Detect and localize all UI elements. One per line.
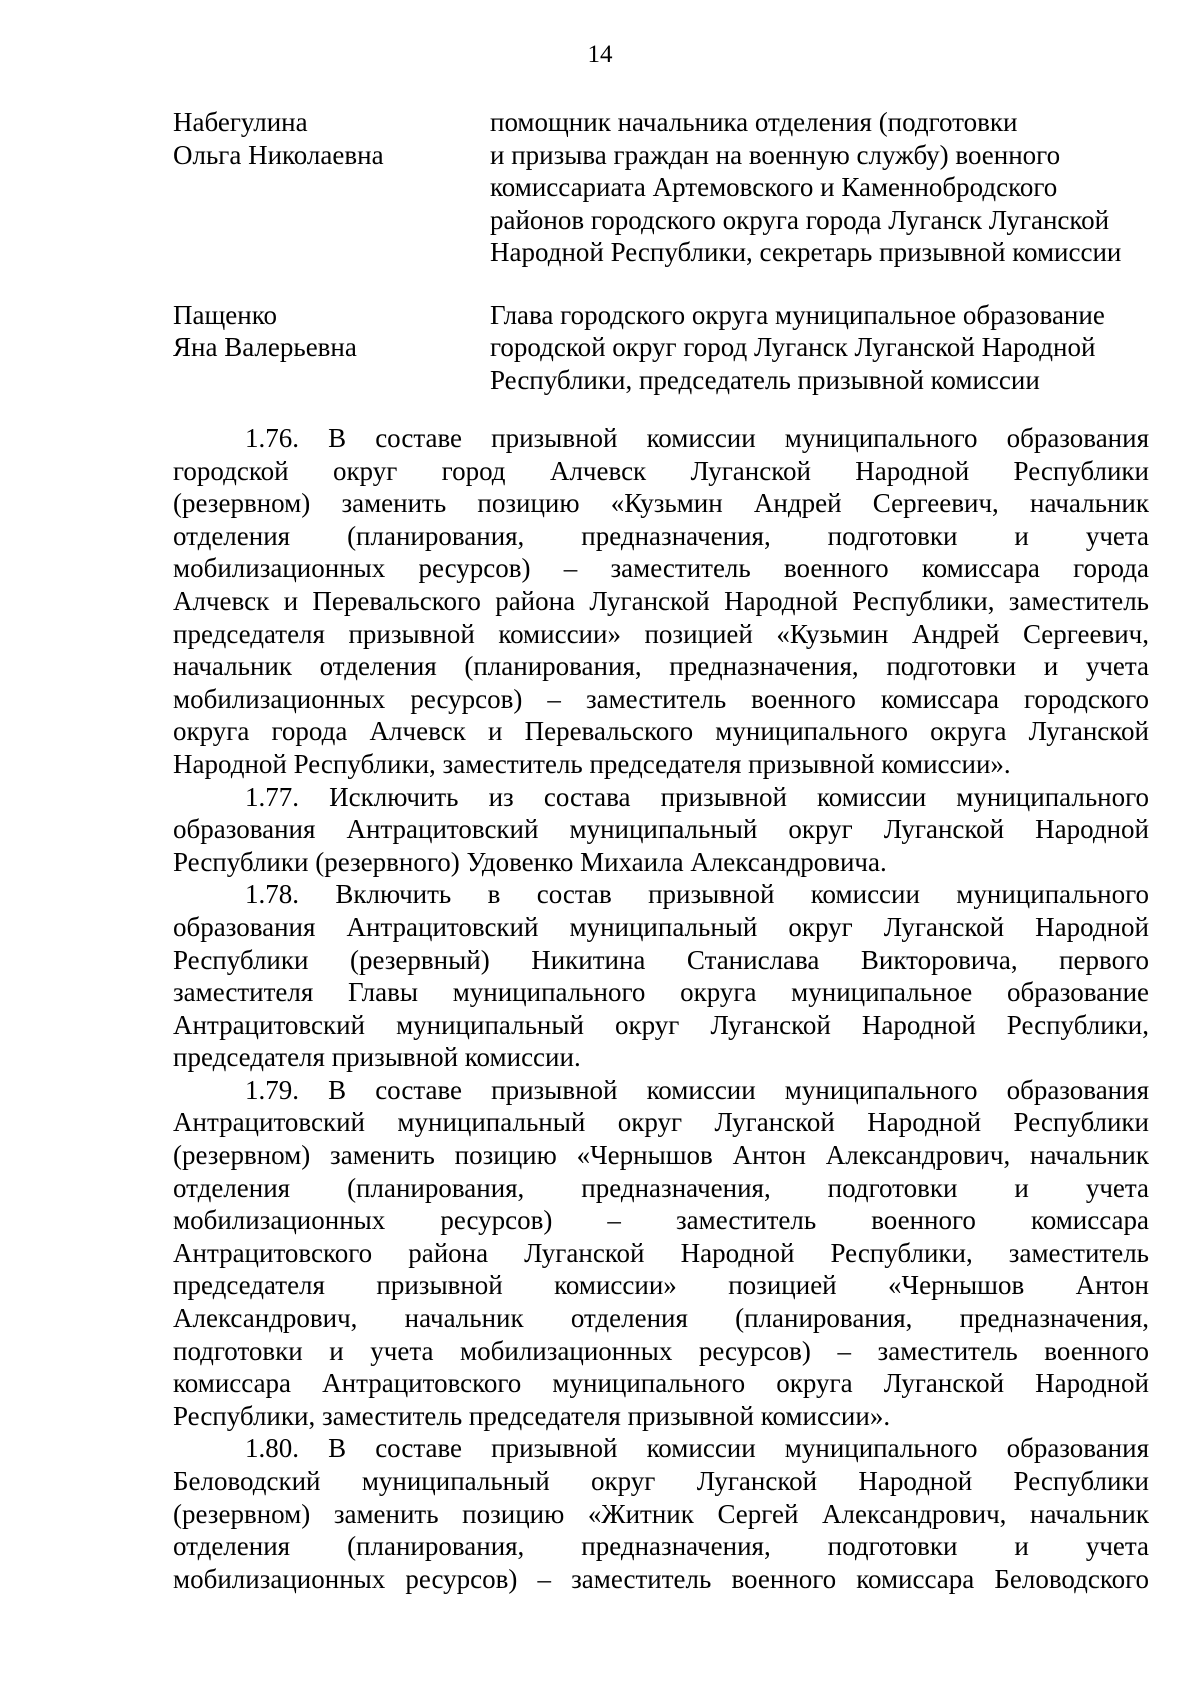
text-line: образования Антрацитовский муниципальный округ Луганской Народной [173, 911, 1149, 942]
text-line: Александрович, начальник отделения (планирования, предназначения, [173, 1303, 1149, 1334]
text-line: 1.80. В составе призывной комиссии муниципального образования [245, 1433, 1149, 1464]
text-line: председателя призывной комиссии» позицией «Чернышов Антон [173, 1270, 1149, 1301]
member-role-line: комиссариата Артемовского и Каменнобродского [490, 172, 1058, 202]
text-line: Беловодский муниципальный округ Луганской Народной Республики [173, 1466, 1149, 1496]
commission-members-list [173, 106, 1165, 396]
text-line: 1.78. Включить в состав призывной комиссии муниципального [245, 879, 1149, 910]
text-line: Народной Республики, заместитель председателя призывной комиссии». [173, 748, 1011, 779]
text-line: мобилизационных ресурсов) – заместитель военного комиссара города [173, 553, 1149, 584]
text-line: отделения (планирования, предназначения, подготовки и учета [173, 1531, 1149, 1562]
text-line: председателя призывной комиссии. [173, 1042, 581, 1073]
text-line: 1.76. В составе призывной комиссии муниципального образования [245, 423, 1149, 453]
member-role-line: Народной Республики, секретарь призывной комиссии [490, 237, 1122, 267]
text-line: Республики (резервного) Удовенко Михаила Александровича. [173, 846, 887, 877]
text-line: 1.79. В составе призывной комиссии муниципального образования [245, 1074, 1149, 1105]
text-line: Антрацитовский муниципальный округ Луганской Народной Республики, [173, 1009, 1149, 1040]
member-role-line: помощник начальника отделения (подготовки [490, 107, 1018, 137]
text-line: заместителя Главы муниципального округа муниципальное образование [173, 977, 1149, 1008]
member-name [173, 106, 473, 171]
text-line: мобилизационных ресурсов) – заместитель военного комиссара Беловодского [173, 1563, 1149, 1594]
paragraph-1-78 [173, 878, 1149, 1074]
member-given-names: Ольга Николаевна [173, 139, 384, 170]
text-line: Алчевск и Перевальского района Луганской Народной Республики, заместитель [173, 585, 1149, 616]
text-line: (резервном) заменить позицию «Житник Сергей Александрович, начальник [173, 1498, 1149, 1529]
text-line: отделения (планирования, предназначения, подготовки и учета [173, 1172, 1149, 1203]
text-line: Антрацитовского района Луганской Народной Республики, заместитель [173, 1237, 1149, 1268]
text-line: комиссара Антрацитовского муниципального округа Луганской Народной [173, 1368, 1149, 1399]
paragraph-1-77 [173, 781, 1149, 879]
member-role-line: и призыва граждан на военную службу) военного [490, 139, 1061, 170]
member-surname: Пащенко [173, 299, 277, 330]
text-line: отделения (планирования, предназначения, подготовки и учета [173, 520, 1149, 551]
text-line: подготовки и учета мобилизационных ресурсов) – заместитель военного [173, 1335, 1149, 1366]
member-given-names: Яна Валерьевна [173, 332, 357, 362]
text-line: Антрацитовский муниципальный округ Луганской Народной Республики [173, 1107, 1149, 1138]
text-line: мобилизационных ресурсов) – заместитель военного комиссара [173, 1205, 1149, 1236]
document-body [173, 422, 1149, 1595]
member-role-line: городской округ город Луганск Луганской Народной [490, 332, 1096, 362]
member-role-line: Глава городского округа муниципальное образование [490, 299, 1105, 330]
text-line: образования Антрацитовский муниципальный округ Луганской Народной [173, 814, 1149, 845]
member-role [490, 299, 1165, 397]
text-line: городской округ город Алчевск Луганской Народной Республики [173, 455, 1149, 486]
text-line: Республики, заместитель председателя призывной комиссии». [173, 1400, 891, 1431]
member-entry [173, 299, 1165, 397]
paragraph-1-80 [173, 1432, 1149, 1595]
text-line: (резервном) заменить позицию «Чернышов Антон Александрович, начальник [173, 1140, 1149, 1171]
paragraph-1-79 [173, 1074, 1149, 1433]
page-number: 14 [587, 41, 613, 68]
text-line: мобилизационных ресурсов) – заместитель военного комиссара городского [173, 683, 1149, 714]
text-line: Республики (резервный) Никитина Станислава Викторовича, первого [173, 944, 1149, 975]
member-surname: Набегулина [173, 107, 308, 137]
text-line: председателя призывной комиссии» позицией «Кузьмин Андрей Сергеевич, [173, 618, 1149, 649]
paragraph-1-76 [173, 422, 1149, 781]
member-role-line: Республики, председатель призывной комиссии [490, 364, 1040, 395]
member-role-line: районов городского округа города Луганск Луганской [490, 204, 1110, 235]
text-line: начальник отделения (планирования, предназначения, подготовки и учета [173, 651, 1149, 682]
member-name [173, 299, 473, 364]
text-line: 1.77. Исключить из состава призывной комиссии муниципального [245, 781, 1149, 812]
text-line: округа города Алчевск и Перевальского муниципального округа Луганской [173, 716, 1149, 747]
member-role [490, 106, 1165, 269]
member-entry [173, 106, 1165, 269]
text-line: (резервном) заменить позицию «Кузьмин Андрей Сергеевич, начальник [173, 488, 1149, 519]
